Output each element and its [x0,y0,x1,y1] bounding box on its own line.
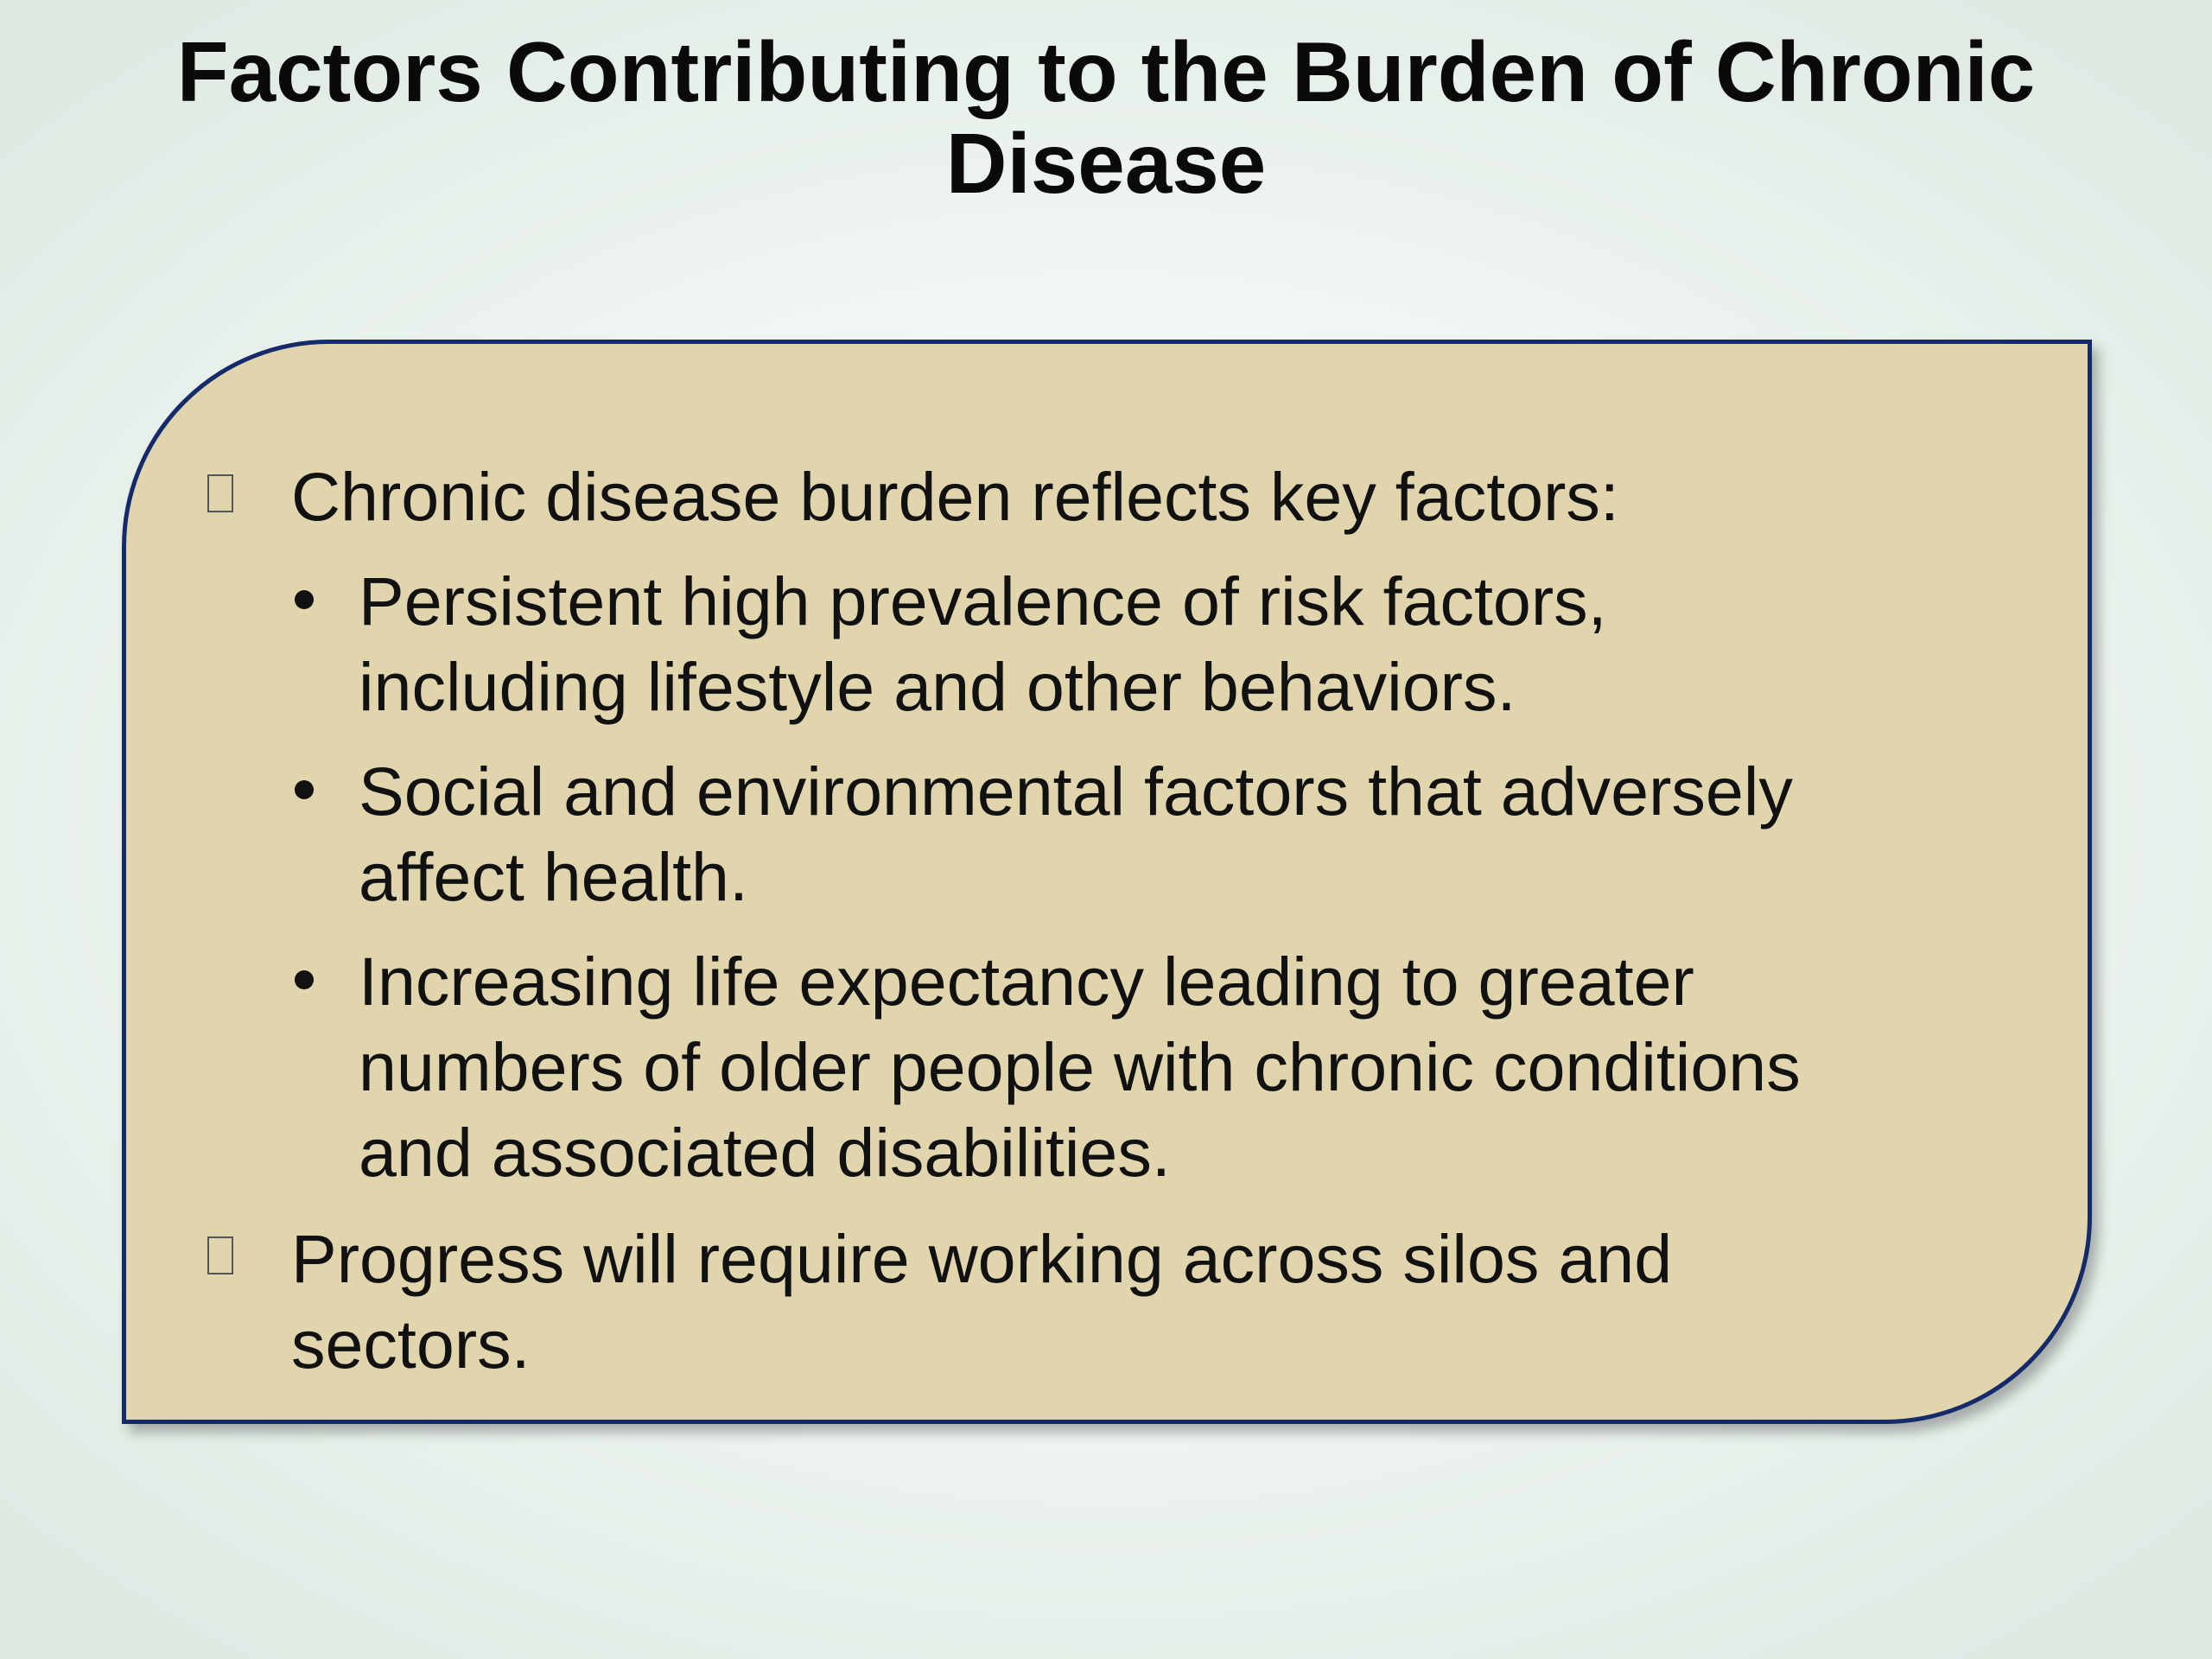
bullet-1-line-1: Chronic disease burden reflects key factors: [291,458,1619,535]
sub-bullet-3-line-2: numbers of older people with chronic conditions [359,1028,1801,1105]
bullet-2-line-1: Progress will require working across silos and [291,1220,1673,1297]
slide-title-line-1: Factors Contributing to the Burden of Chronic [176,24,2036,119]
sub-bullet-3-line-3: and associated disabilities. [359,1114,1171,1191]
sub-bullet-1-line-2: including lifestyle and other behaviors. [359,648,1516,725]
bullet-2-line-2: sectors. [291,1306,531,1382]
sub-bullet-1-line-1: Persistent high prevalence of risk factors, [359,563,1607,639]
sub-bullet-3-line-1: Increasing life expectancy leading to greater [359,943,1694,1020]
bullet-dot-icon [295,590,314,609]
sub-bullet-2-line-1: Social and environmental factors that adversely [359,753,1793,830]
slide-title-line-2: Disease [945,116,1267,211]
box-glyph-icon [207,1236,233,1274]
sub-bullet-2-line-2: affect health. [359,838,748,915]
box-glyph-icon [207,474,233,512]
bullet-dot-icon [295,970,314,989]
bullet-dot-icon [295,780,314,799]
